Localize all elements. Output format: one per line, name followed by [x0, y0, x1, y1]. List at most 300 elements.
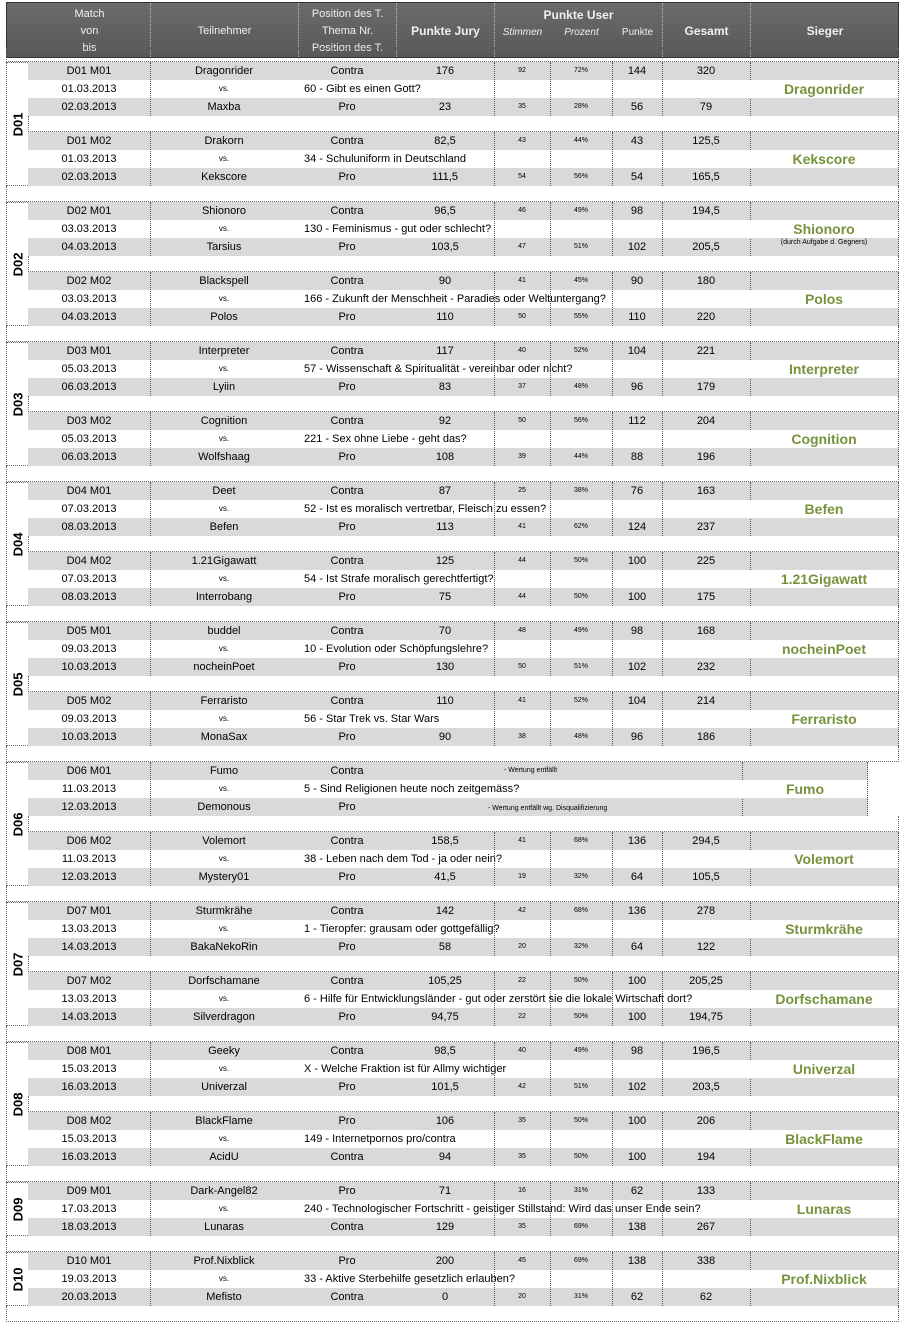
header-punkte-label: Punkte [621, 27, 654, 38]
player1-total: 338 [696, 1255, 716, 1267]
player2-votes: 35 [518, 103, 526, 110]
player1-jury-points: 87 [438, 485, 452, 497]
player1-jury-points: 82,5 [434, 135, 456, 147]
match-start-date: 19.03.2013 [61, 1273, 117, 1285]
player1-position: Contra [330, 135, 364, 147]
match-end-date: 12.03.2013 [61, 801, 117, 813]
header-sieger-label: Sieger [806, 23, 844, 38]
player2-votes: 50 [518, 313, 526, 320]
player1-user-points: 43 [630, 135, 644, 147]
match-id: D02 M01 [66, 205, 112, 217]
player2-total: 194,75 [689, 1011, 723, 1023]
match-start-date: 01.03.2013 [61, 153, 117, 165]
player1-position: Contra [330, 835, 364, 847]
header-match-label: Match [74, 7, 105, 20]
player1-name: Deet [212, 485, 236, 497]
spacer-row [28, 536, 899, 552]
match-start-date: 05.03.2013 [61, 363, 117, 375]
player1-name: Geeky [208, 1045, 240, 1057]
header-von-label: von [80, 24, 99, 37]
player2-votes: 35 [518, 1153, 526, 1160]
player1-votes: 41 [518, 697, 526, 704]
player1-name: Dark-Angel82 [190, 1185, 258, 1197]
player2-user-points: 102 [627, 1081, 647, 1093]
player1-total: 168 [696, 625, 716, 637]
player2-name: nocheinPoet [193, 661, 255, 673]
player1-name: Volemort [202, 835, 246, 847]
winner-name: Prof.Nixblick [750, 1270, 898, 1288]
player2-user-points: 64 [630, 941, 644, 953]
player2-jury-points: 111,5 [432, 171, 458, 183]
player2-percent: 50% [573, 593, 588, 600]
player1-user-points: 104 [627, 695, 647, 707]
match-topic: 5 - Sind Religionen heute noch zeitgemäss? [304, 783, 520, 795]
header-thema-label: Thema Nr. [321, 24, 374, 37]
player1-percent: 56% [573, 417, 588, 424]
player1-percent: 72% [573, 67, 588, 74]
spacer-row [6, 186, 899, 202]
player1-position: Pro [338, 1115, 356, 1127]
match-start-date: 09.03.2013 [61, 643, 117, 655]
day-label-text: D02 [10, 252, 26, 276]
player2-percent: 56% [573, 173, 588, 180]
player2-total: 165,5 [692, 171, 720, 183]
player1-total: 180 [696, 275, 716, 287]
player2-total: 175 [696, 591, 716, 603]
player2-position: Pro [338, 1011, 356, 1023]
player2-user-points: 100 [627, 1011, 647, 1023]
player2-user-points: 102 [627, 241, 647, 253]
match-right-border [28, 1182, 899, 1236]
match-id: D04 M01 [66, 485, 112, 497]
player2-user-points: 124 [627, 521, 647, 533]
player2-jury-points: 103,5 [431, 241, 459, 253]
player2-percent: 44% [573, 453, 588, 460]
match-block [28, 1112, 899, 1166]
spacer-row [6, 886, 899, 902]
player1-position: Contra [330, 1045, 364, 1057]
match-block [28, 622, 899, 676]
match-right-border [28, 902, 899, 956]
player2-name: Tarsius [206, 241, 242, 253]
player2-name: Silverdragon [193, 1011, 255, 1023]
player1-user-points: 100 [627, 1115, 647, 1127]
player2-jury-points: 108 [435, 451, 455, 463]
player1-user-points: 112 [628, 415, 646, 427]
player2-position: Pro [338, 591, 356, 603]
vs-label: vs. [218, 1064, 230, 1073]
player2-position: Pro [338, 941, 356, 953]
player2-votes: 39 [518, 453, 526, 460]
match-end-date: 04.03.2013 [61, 241, 117, 253]
vs-label: vs. [218, 714, 230, 723]
header-position-label: Position des T. [311, 7, 384, 20]
player1-position: Contra [330, 905, 364, 917]
match-block [28, 202, 899, 256]
player1-jury-points: 98,5 [434, 1045, 456, 1057]
match-start-date: 15.03.2013 [61, 1063, 117, 1075]
match-right-border [28, 62, 899, 116]
match-right-border [28, 202, 899, 256]
player1-name: Shionoro [201, 205, 247, 217]
match-right-border [28, 412, 899, 466]
player2-name: Lyiin [212, 381, 236, 393]
match-right-border [28, 1042, 899, 1096]
player2-name: Mefisto [206, 1291, 242, 1303]
player1-percent: 68% [573, 907, 588, 914]
player1-votes: 40 [518, 1047, 526, 1054]
player1-position: Pro [338, 1185, 356, 1197]
match-id: D08 M01 [66, 1045, 112, 1057]
player2-votes: 42 [518, 1083, 526, 1090]
header-position2-label: Position des T. [311, 41, 384, 54]
player2-position: Pro [338, 731, 356, 743]
player2-percent: 69% [573, 1223, 588, 1230]
match-end-date: 08.03.2013 [61, 521, 117, 533]
match-id: D06 M02 [66, 835, 112, 847]
player1-user-points: 136 [627, 905, 647, 917]
player1-name: Fumo [209, 765, 239, 777]
header-gesamt-label: Gesamt [684, 23, 729, 38]
player1-percent: 68% [573, 837, 588, 844]
player2-name: Befen [209, 521, 239, 533]
player2-percent: 50% [573, 1013, 588, 1020]
day-label-d07 [6, 902, 28, 1026]
match-end-date: 06.03.2013 [61, 451, 117, 463]
winner-name: BlackFlame [750, 1130, 898, 1148]
player2-name: BakaNekoRin [190, 941, 258, 953]
spacer-row [28, 676, 899, 692]
player1-name: Interpreter [198, 345, 250, 357]
match-end-date: 02.03.2013 [61, 171, 117, 183]
player1-votes: 35 [518, 1117, 526, 1124]
player2-votes: 41 [518, 523, 526, 530]
match-start-date: 05.03.2013 [61, 433, 117, 445]
day-label-text: D03 [10, 392, 26, 416]
player2-percent: 28% [573, 103, 588, 110]
match-start-date: 07.03.2013 [61, 503, 117, 515]
player2-name: Interrobang [195, 591, 253, 603]
player2-position: Pro [338, 521, 356, 533]
player1-position: Contra [330, 765, 364, 777]
player2-user-points: 100 [627, 1151, 647, 1163]
player1-jury-points: 158,5 [431, 835, 459, 847]
player2-votes: 35 [518, 1223, 526, 1230]
player1-total: 221 [696, 345, 716, 357]
player1-votes: 41 [518, 837, 526, 844]
player1-user-points: 136 [627, 835, 647, 847]
match-topic: 166 - Zukunft der Menschheit - Paradies oder Weltuntergang? [304, 293, 606, 305]
player2-name: Demonous [197, 801, 251, 813]
match-end-date: 02.03.2013 [61, 101, 117, 113]
match-block [28, 132, 899, 186]
player2-position: Pro [338, 871, 356, 883]
match-right-border [28, 762, 868, 816]
day-label-text: D06 [10, 812, 26, 836]
match-id: D01 M02 [66, 135, 112, 147]
player1-percent: 50% [573, 977, 588, 984]
match-block [28, 62, 899, 116]
player2-total: 79 [699, 101, 713, 113]
match-end-date: 16.03.2013 [61, 1081, 117, 1093]
player2-name: Univerzal [201, 1081, 247, 1093]
player1-name: buddel [207, 625, 241, 637]
match-block [28, 272, 899, 326]
match-block [28, 972, 899, 1026]
spacer-row [6, 1236, 899, 1252]
player1-total: 194,5 [692, 205, 720, 217]
winner-name: Dorfschamane [750, 990, 898, 1008]
match-end-date: 16.03.2013 [61, 1151, 117, 1163]
player2-jury-points: 101,5 [431, 1081, 459, 1093]
player1-user-points: 98 [630, 1045, 644, 1057]
day-label-text: D01 [10, 112, 26, 136]
player2-position: Contra [330, 1291, 364, 1303]
match-right-border [28, 692, 899, 746]
player2-total: 105,5 [692, 871, 720, 883]
player2-total: 186 [696, 731, 716, 743]
player2-votes: 54 [518, 173, 526, 180]
player2-position: Pro [338, 801, 356, 813]
match-right-border [28, 552, 899, 606]
player1-user-points: 100 [627, 555, 647, 567]
player2-user-points: 102 [627, 661, 647, 673]
match-id: D07 M02 [66, 975, 112, 987]
match-right-border [28, 482, 899, 536]
header-bis-label: bis [82, 41, 97, 54]
day-label-d03 [6, 342, 28, 466]
player2-position: Pro [338, 1081, 356, 1093]
player1-percent: 44% [573, 137, 588, 144]
vs-label: vs. [218, 434, 230, 443]
header-punkte-user-label: Punkte User [543, 8, 614, 22]
spacer-row [6, 1306, 899, 1322]
player1-votes: 41 [518, 277, 526, 284]
match-id: D01 M01 [66, 65, 112, 77]
player2-name: Lunaras [204, 1221, 244, 1233]
player2-name: AcidU [209, 1151, 239, 1163]
winner-name: Befen [750, 500, 898, 518]
player1-percent: 50% [573, 557, 588, 564]
player1-name: Drakorn [204, 135, 244, 147]
player1-position: Contra [330, 555, 364, 567]
player1-jury-points: 142 [435, 905, 455, 917]
player2-percent: 51% [573, 663, 588, 670]
player2-user-points: 110 [628, 311, 646, 323]
match-id: D04 M02 [66, 555, 112, 567]
player2-jury-points: 130 [435, 661, 455, 673]
match-block [28, 832, 899, 886]
day-label-text: D07 [10, 952, 26, 976]
player1-name: Prof.Nixblick [193, 1255, 255, 1267]
day-label-text: D04 [10, 532, 26, 556]
player2-percent: 55% [573, 313, 588, 320]
vs-label: vs. [218, 854, 230, 863]
winner-name: Interpreter [750, 360, 898, 378]
match-right-border [28, 622, 899, 676]
player2-total: 232 [696, 661, 716, 673]
match-right-border [28, 342, 899, 396]
match-topic: 33 - Aktive Sterbehilfe gesetzlich erlauben? [304, 1273, 515, 1285]
match-block [28, 482, 899, 536]
player1-total: 196,5 [692, 1045, 720, 1057]
match-right-border [28, 832, 899, 886]
player2-jury-points: 110 [436, 311, 454, 323]
player2-position: Contra [330, 1221, 364, 1233]
player1-percent: 49% [573, 627, 588, 634]
player1-votes: 45 [518, 1257, 526, 1264]
spacer-row [6, 1026, 899, 1042]
match-end-date: 20.03.2013 [61, 1291, 117, 1303]
match-start-date: 01.03.2013 [61, 83, 117, 95]
player1-total: 320 [696, 65, 716, 77]
player2-votes: 19 [518, 873, 526, 880]
day-label-d04 [6, 482, 28, 606]
match-start-date: 11.03.2013 [61, 783, 117, 795]
player2-name: Wolfshaag [198, 451, 250, 463]
day-label-d01 [6, 62, 28, 186]
player1-votes: 22 [518, 977, 526, 984]
match-start-date: 09.03.2013 [61, 713, 117, 725]
winner-name: Cognition [750, 430, 898, 448]
match-topic: 34 - Schuluniform in Deutschland [304, 153, 467, 165]
winner-name: 1.21Gigawatt [750, 570, 898, 588]
match-end-date: 14.03.2013 [61, 1011, 117, 1023]
winner-name: Polos [750, 290, 898, 308]
player2-jury-points: 129 [435, 1221, 455, 1233]
match-block [28, 1252, 899, 1306]
player1-note: - Wertung entfällt [504, 767, 558, 774]
vs-label: vs. [218, 574, 230, 583]
player2-total: 237 [696, 521, 716, 533]
vs-label: vs. [218, 1204, 230, 1213]
player1-total: 278 [696, 905, 716, 917]
match-right-border [28, 272, 899, 326]
spacer-row [28, 1096, 899, 1112]
winner-name: Ferraristo [750, 710, 898, 728]
player2-note: - Wertung entfällt wg. Disqualifizierung [488, 805, 608, 812]
player1-percent: 52% [573, 697, 588, 704]
player2-jury-points: 0 [441, 1291, 449, 1303]
match-start-date: 03.03.2013 [61, 293, 117, 305]
player1-percent: 52% [573, 347, 588, 354]
match-block [28, 762, 899, 816]
player1-jury-points: 96,5 [434, 205, 456, 217]
player1-jury-points: 92 [438, 415, 452, 427]
winner-name: Sturmkrähe [750, 920, 898, 938]
winner-name: Kekscore [750, 150, 898, 168]
day-label-d02 [6, 202, 28, 326]
player1-jury-points: 200 [435, 1255, 455, 1267]
spacer-row [28, 256, 899, 272]
player2-user-points: 138 [627, 1221, 647, 1233]
match-topic: 38 - Leben nach dem Tod - ja oder nein? [304, 853, 502, 865]
match-end-date: 10.03.2013 [61, 661, 117, 673]
player1-name: Dorfschamane [188, 975, 260, 987]
spacer-row [28, 116, 899, 132]
player1-name: Cognition [200, 415, 248, 427]
player1-name: Ferraristo [200, 695, 248, 707]
match-topic: 1 - Tieropfer: grausam oder gottgefällig? [304, 923, 500, 935]
player2-total: 267 [696, 1221, 716, 1233]
match-start-date: 17.03.2013 [61, 1203, 117, 1215]
player2-total: 205,5 [692, 241, 720, 253]
player2-position: Pro [338, 381, 356, 393]
match-block [28, 902, 899, 956]
player1-position: Contra [330, 485, 364, 497]
player1-position: Contra [330, 345, 364, 357]
player1-user-points: 98 [630, 205, 644, 217]
player1-jury-points: 105,25 [428, 975, 462, 987]
player1-position: Contra [330, 415, 364, 427]
vs-label: vs. [218, 1134, 230, 1143]
player1-user-points: 98 [630, 625, 644, 637]
player2-percent: 32% [573, 943, 588, 950]
player1-percent: 45% [573, 277, 588, 284]
player2-percent: 50% [573, 1153, 588, 1160]
vs-label: vs. [218, 294, 230, 303]
player2-total: 62 [699, 1291, 713, 1303]
player2-jury-points: 75 [438, 591, 452, 603]
player1-percent: 69% [573, 1257, 588, 1264]
player2-name: Kekscore [201, 171, 247, 183]
player2-name: MonaSax [200, 731, 248, 743]
match-block [28, 692, 899, 746]
day-label-d10 [6, 1252, 28, 1306]
player1-total: 163 [696, 485, 716, 497]
player1-percent: 49% [573, 207, 588, 214]
player2-user-points: 96 [630, 731, 644, 743]
match-id: D07 M01 [66, 905, 112, 917]
player1-user-points: 138 [627, 1255, 647, 1267]
match-id: D10 M01 [66, 1255, 112, 1267]
match-end-date: 12.03.2013 [61, 871, 117, 883]
match-topic: 54 - Ist Strafe moralisch gerechtfertigt? [304, 573, 494, 585]
player1-user-points: 100 [627, 975, 647, 987]
match-topic: 57 - Wissenschaft & Spiritualität - vereinbar oder nicht? [304, 363, 573, 375]
player2-votes: 44 [518, 593, 526, 600]
player2-jury-points: 58 [438, 941, 452, 953]
match-block [28, 1042, 899, 1096]
player1-position: Contra [330, 65, 364, 77]
match-topic: X - Welche Fraktion ist für Allmy wichtiger [304, 1063, 507, 1075]
match-right-border [28, 972, 899, 1026]
player1-total: 205,25 [689, 975, 723, 987]
player1-votes: 92 [518, 67, 526, 74]
player2-user-points: 56 [630, 101, 644, 113]
winner-name: Lunaras [750, 1200, 898, 1218]
day-label-d09 [6, 1182, 28, 1236]
player2-position: Pro [338, 311, 356, 323]
vs-label: vs. [218, 224, 230, 233]
player2-jury-points: 113 [436, 521, 454, 533]
vs-label: vs. [218, 1274, 230, 1283]
match-id: D06 M01 [66, 765, 112, 777]
player1-jury-points: 90 [438, 275, 452, 287]
match-right-border [28, 1252, 899, 1306]
player1-votes: 48 [518, 627, 526, 634]
player2-votes: 37 [518, 383, 526, 390]
player2-user-points: 62 [630, 1291, 644, 1303]
player2-votes: 20 [518, 943, 526, 950]
player1-votes: 44 [518, 557, 526, 564]
player2-user-points: 54 [630, 171, 644, 183]
player2-votes: 50 [518, 663, 526, 670]
player2-name: Mystery01 [198, 871, 250, 883]
day-label-text: D08 [10, 1092, 26, 1116]
match-start-date: 13.03.2013 [61, 993, 117, 1005]
player1-percent: 31% [573, 1187, 588, 1194]
